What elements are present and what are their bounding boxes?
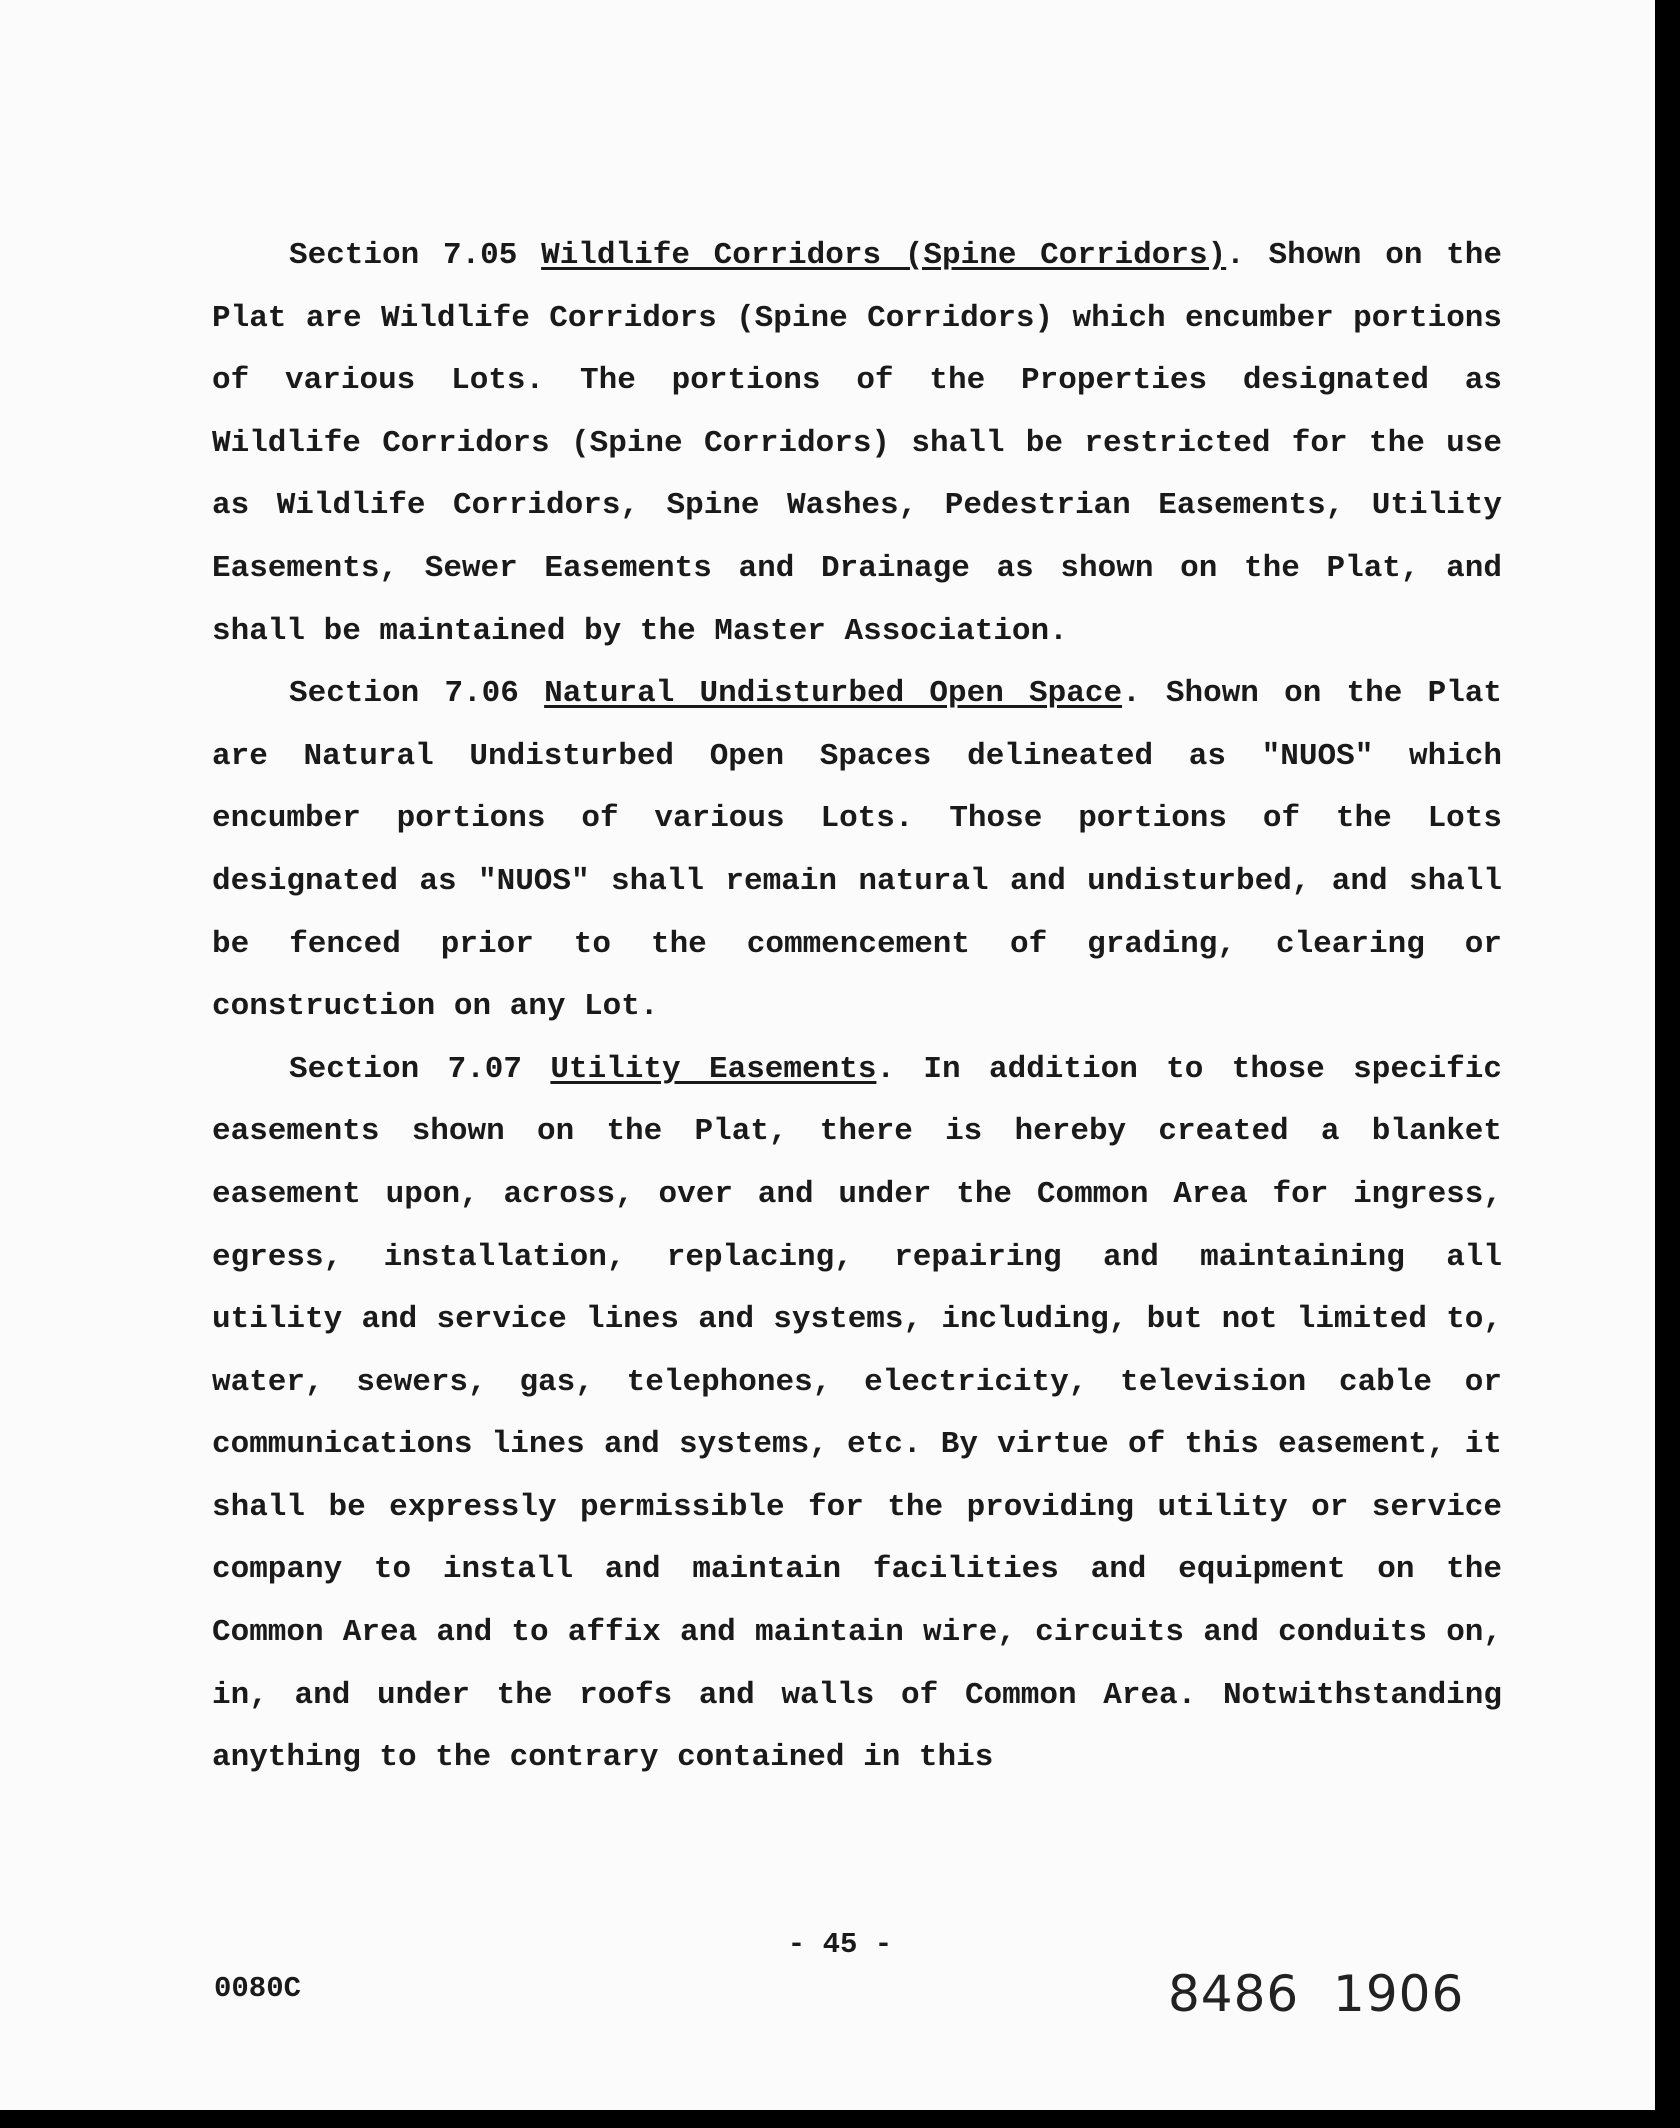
section-7-07 xyxy=(212,1039,1502,1790)
recording-stamp: 8486 1906 xyxy=(1168,1965,1465,2023)
section-body: . Shown on the Plat are Wildlife Corridors (Spine Corridors) which encumber portions of various Lots. The portions of the Properties designated as Wildlife Corridors (Spine Corridors) shall be restricted for the use as Wildlife Corridors, Spine Washes, Pedestrian Easements, Utility Easements, Sewer Easements and Drainage as shown on the Plat, and shall be maintained by the Master Association. xyxy=(212,238,1502,649)
section-body: . In addition to those specific easements shown on the Plat, there is hereby created a blanket easement upon, across, over and under the Common Area for ingress, egress, installation, replacing, repairing and maintaining all utility and service lines and systems, including, but not limited to, water, sewers, gas, telephones, electricity, television cable or communications lines and systems, etc. By virtue of this easement, it shall be expressly permissible for the providing utility or service company to install and maintain facilities and equipment on the Common Area and to affix and maintain wire, circuits and conduits on, in, and under the roofs and walls of Common Area. Notwithstanding anything to the contrary contained in this xyxy=(212,1051,1502,1776)
section-title: Wildlife Corridors (Spine Corridors) xyxy=(541,238,1227,273)
section-lead: Section 7.06 xyxy=(289,676,545,712)
page-number: - 45 - xyxy=(787,1928,893,1961)
section-7-06 xyxy=(212,663,1502,1039)
section-title: Natural Undisturbed Open Space xyxy=(544,676,1123,712)
section-lead: Section 7.05 xyxy=(289,238,542,273)
document-body xyxy=(212,225,1502,1790)
document-code: 0080C xyxy=(214,1972,302,2005)
section-lead: Section 7.07 xyxy=(289,1051,551,1087)
section-7-05 xyxy=(212,225,1502,663)
section-body: . Shown on the Plat are Natural Undisturbed Open Spaces delineated as "NUOS" which encumber portions of various Lots. Those portions of the Lots designated as "NUOS" shall remain natural and undisturbed, and shall be fenced prior to the commencement of grading, clearing or construction on any Lot. xyxy=(212,676,1503,1025)
section-title: Utility Easements xyxy=(550,1051,877,1087)
